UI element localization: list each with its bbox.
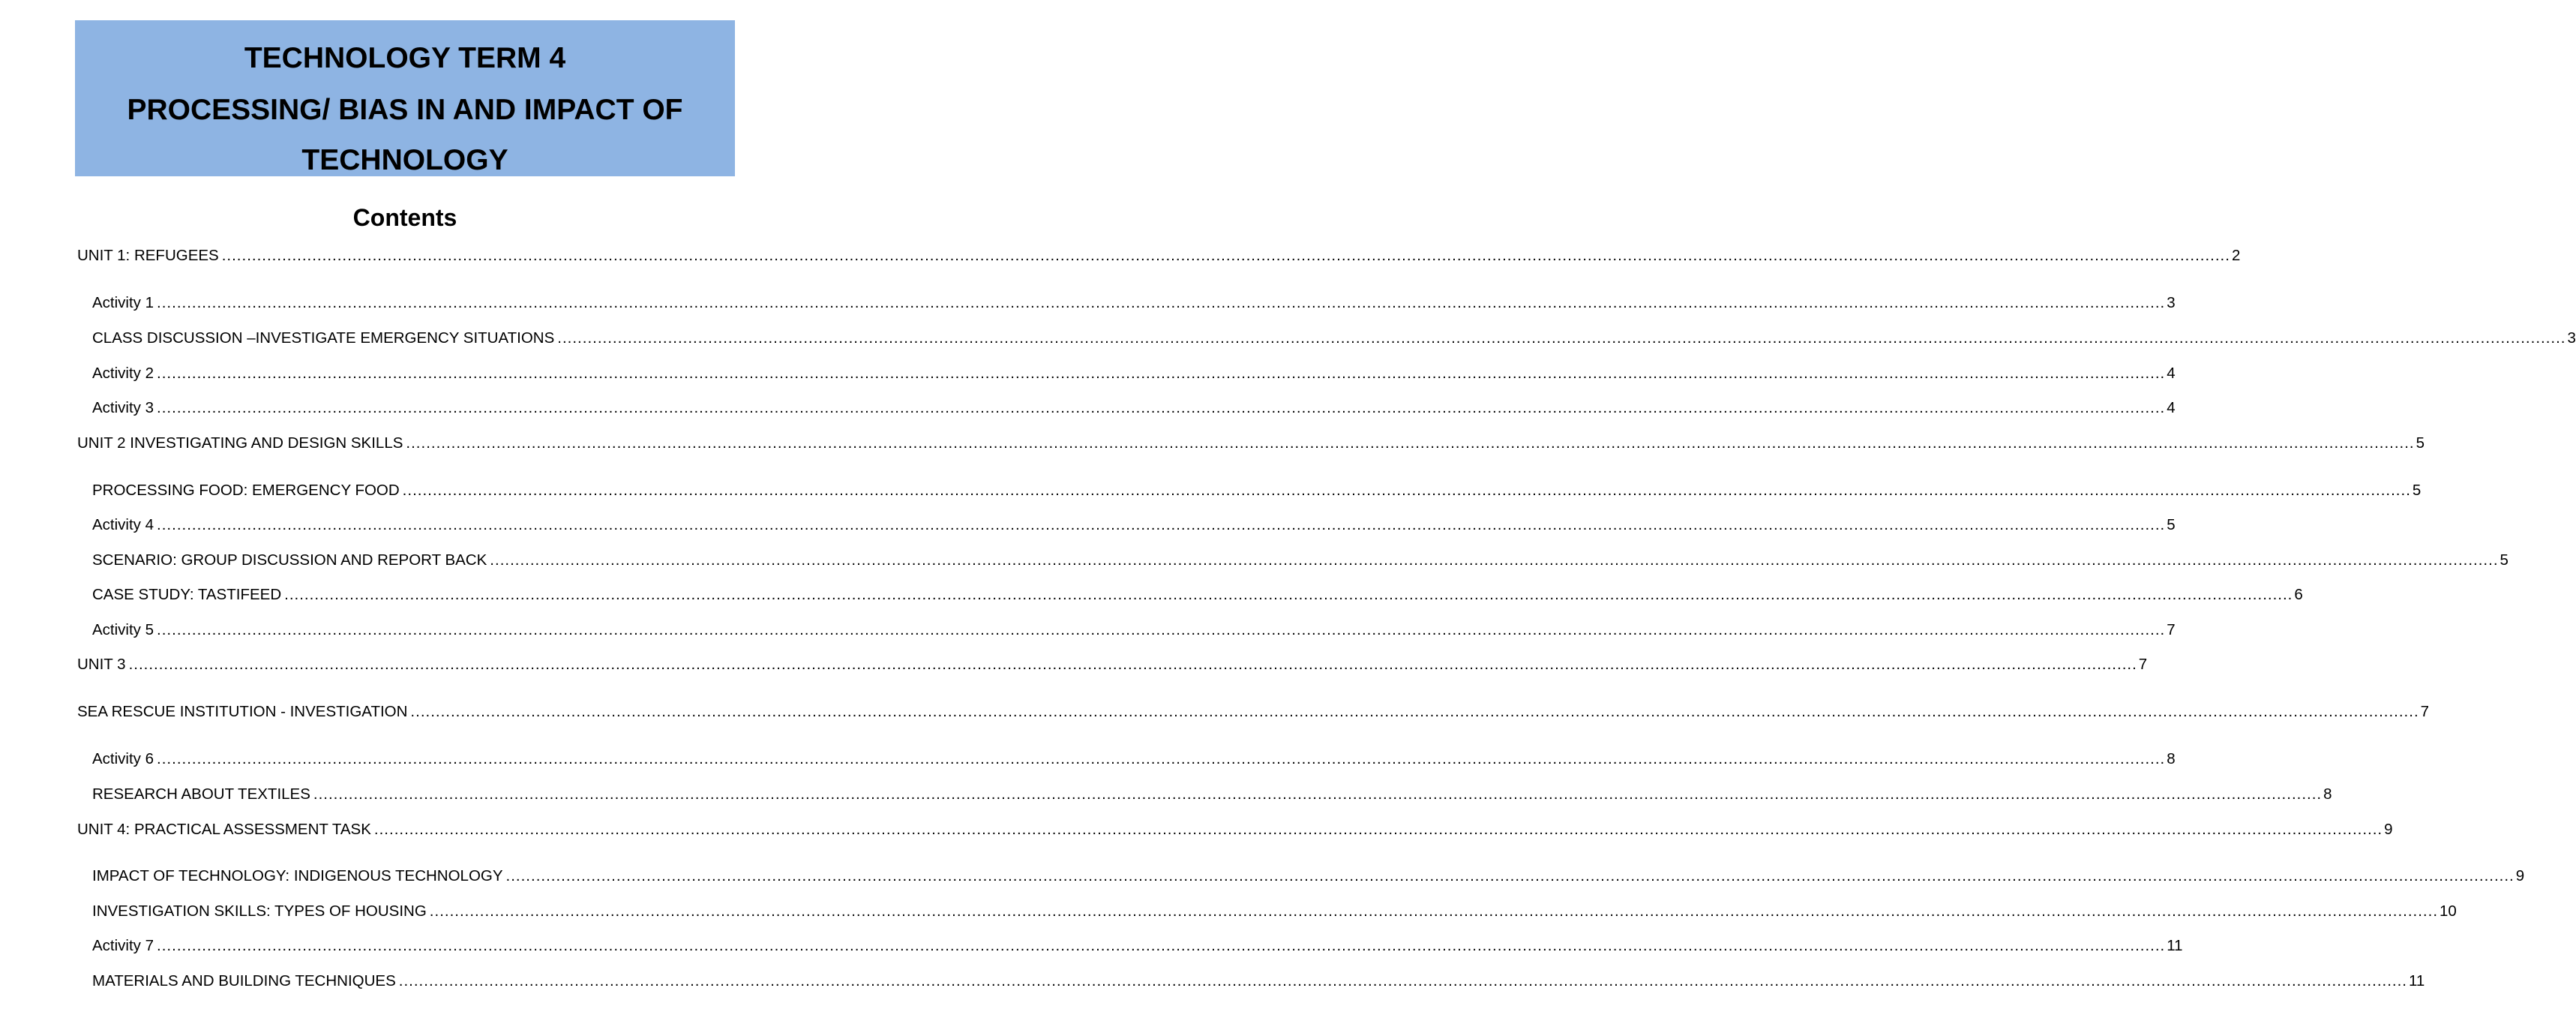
toc-entry[interactable] xyxy=(77,434,2425,453)
toc-page-number: 10 xyxy=(2440,902,2457,920)
toc-dot-leader: ................................................................................................................................................................................................................................................................................................................................................................................................................ xyxy=(157,365,2166,382)
banner-line-3: TECHNOLOGY xyxy=(301,144,508,176)
toc-entry[interactable] xyxy=(92,329,2576,348)
toc-entry[interactable] xyxy=(92,293,2176,313)
toc-dot-leader: ................................................................................................................................................................................................................................................................................................................................................................................................................ xyxy=(490,551,2499,569)
toc-entry-title: INVESTIGATION SKILLS: TYPES OF HOUSING xyxy=(92,902,427,920)
toc-dot-leader: ................................................................................................................................................................................................................................................................................................................................................................................................................ xyxy=(157,294,2166,311)
toc-dot-leader: ................................................................................................................................................................................................................................................................................................................................................................................................................ xyxy=(157,399,2166,416)
toc-entry-title: UNIT 2 INVESTIGATING AND DESIGN SKILLS xyxy=(77,434,403,452)
toc-dot-leader: ................................................................................................................................................................................................................................................................................................................................................................................................................ xyxy=(406,434,2415,452)
toc-entry[interactable] xyxy=(92,398,2176,418)
toc-entry[interactable] xyxy=(92,749,2176,769)
toc-page-number: 7 xyxy=(2138,656,2148,673)
toc-page-number: 2 xyxy=(2231,247,2241,264)
toc-entry[interactable] xyxy=(92,585,2303,605)
toc-entry-title: Activity 4 xyxy=(92,516,154,533)
toc-entry-title: UNIT 4: PRACTICAL ASSESSMENT TASK xyxy=(77,821,371,838)
toc-page-number: 3 xyxy=(2567,329,2576,347)
toc-dot-leader: ................................................................................................................................................................................................................................................................................................................................................................................................................ xyxy=(313,785,2323,803)
toc-page-number: 6 xyxy=(2294,586,2303,603)
toc-entry-title: SEA RESCUE INSTITUTION - INVESTIGATION xyxy=(77,703,408,720)
toc-page-number: 4 xyxy=(2167,399,2176,416)
toc-page-number: 11 xyxy=(2167,937,2183,954)
toc-dot-leader: ................................................................................................................................................................................................................................................................................................................................................................................................................ xyxy=(157,937,2166,954)
toc-entry[interactable] xyxy=(92,481,2422,500)
toc-dot-leader: ................................................................................................................................................................................................................................................................................................................................................................................................................ xyxy=(398,972,2407,989)
toc-page-number: 5 xyxy=(2412,482,2422,499)
toc-entry[interactable] xyxy=(77,702,2430,722)
toc-entry-title: Activity 7 xyxy=(92,937,154,954)
toc-entry[interactable] xyxy=(92,936,2183,956)
toc-entry[interactable] xyxy=(92,364,2176,383)
toc-page-number: 8 xyxy=(2167,750,2176,767)
toc-entry-title: CASE STUDY: TASTIFEED xyxy=(92,586,282,603)
toc-dot-leader: ................................................................................................................................................................................................................................................................................................................................................................................................................ xyxy=(157,516,2166,533)
banner-line-1: TECHNOLOGY TERM 4 xyxy=(244,42,566,74)
toc-dot-leader: ................................................................................................................................................................................................................................................................................................................................................................................................................ xyxy=(557,329,2566,347)
toc-entry[interactable] xyxy=(92,902,2457,921)
toc-entry-title: MATERIALS AND BUILDING TECHNIQUES xyxy=(92,972,396,989)
toc-dot-leader: ................................................................................................................................................................................................................................................................................................................................................................................................................ xyxy=(221,247,2230,264)
toc-entry[interactable] xyxy=(77,655,2148,674)
toc-page-number: 9 xyxy=(2384,821,2393,838)
toc-entry-title: Activity 5 xyxy=(92,621,154,638)
toc-entry-title: Activity 6 xyxy=(92,750,154,767)
toc-page-number: 5 xyxy=(2500,551,2509,569)
banner-line-2: PROCESSING/ BIAS IN AND IMPACT OF xyxy=(127,94,683,126)
toc-page-number: 7 xyxy=(2420,703,2430,720)
toc-entry-title: Activity 2 xyxy=(92,365,154,382)
toc-entry-title: Activity 1 xyxy=(92,294,154,311)
toc-page-number: 11 xyxy=(2409,972,2425,989)
toc-entry-title: Activity 3 xyxy=(92,399,154,416)
toc-entry-title: RESEARCH ABOUT TEXTILES xyxy=(92,785,310,803)
toc-entry[interactable] xyxy=(92,620,2176,640)
contents-heading: Contents xyxy=(352,204,457,231)
toc-entry[interactable] xyxy=(92,515,2176,535)
toc-dot-leader: ................................................................................................................................................................................................................................................................................................................................................................................................................ xyxy=(284,586,2293,603)
toc-page-number: 8 xyxy=(2323,785,2332,803)
toc-entry[interactable] xyxy=(77,246,2241,266)
toc-entry[interactable] xyxy=(92,971,2425,991)
toc-dot-leader: ................................................................................................................................................................................................................................................................................................................................................................................................................ xyxy=(128,656,2137,673)
toc-page-number: 5 xyxy=(2167,516,2176,533)
toc-entry-title: CLASS DISCUSSION –INVESTIGATE EMERGENCY SITUATIONS xyxy=(92,329,555,347)
toc-page-number: 4 xyxy=(2167,365,2176,382)
toc-dot-leader: ................................................................................................................................................................................................................................................................................................................................................................................................................ xyxy=(402,482,2411,499)
toc-dot-leader: ................................................................................................................................................................................................................................................................................................................................................................................................................ xyxy=(157,750,2166,767)
toc-entry[interactable] xyxy=(92,866,2525,886)
toc-entry-title: SCENARIO: GROUP DISCUSSION AND REPORT BACK xyxy=(92,551,487,569)
toc-entry-title: PROCESSING FOOD: EMERGENCY FOOD xyxy=(92,482,400,499)
toc-page-number: 9 xyxy=(2515,867,2525,884)
toc-dot-leader: ................................................................................................................................................................................................................................................................................................................................................................................................................ xyxy=(505,867,2515,884)
toc-entry-title: UNIT 3 xyxy=(77,656,126,673)
toc-entry-title: IMPACT OF TECHNOLOGY: INDIGENOUS TECHNOLOGY xyxy=(92,867,503,884)
toc-page-number: 7 xyxy=(2167,621,2176,638)
toc-dot-leader: ................................................................................................................................................................................................................................................................................................................................................................................................................ xyxy=(429,902,2439,920)
toc-page-number: 3 xyxy=(2167,294,2176,311)
toc-entry-title: UNIT 1: REFUGEES xyxy=(77,247,219,264)
toc-entry[interactable] xyxy=(92,551,2509,570)
toc-entry[interactable] xyxy=(92,785,2332,804)
toc-dot-leader: ................................................................................................................................................................................................................................................................................................................................................................................................................ xyxy=(373,821,2383,838)
toc-dot-leader: ................................................................................................................................................................................................................................................................................................................................................................................................................ xyxy=(157,621,2166,638)
toc-page-number: 5 xyxy=(2416,434,2425,452)
toc-entry[interactable] xyxy=(77,820,2393,839)
toc-dot-leader: ................................................................................................................................................................................................................................................................................................................................................................................................................ xyxy=(410,703,2419,720)
